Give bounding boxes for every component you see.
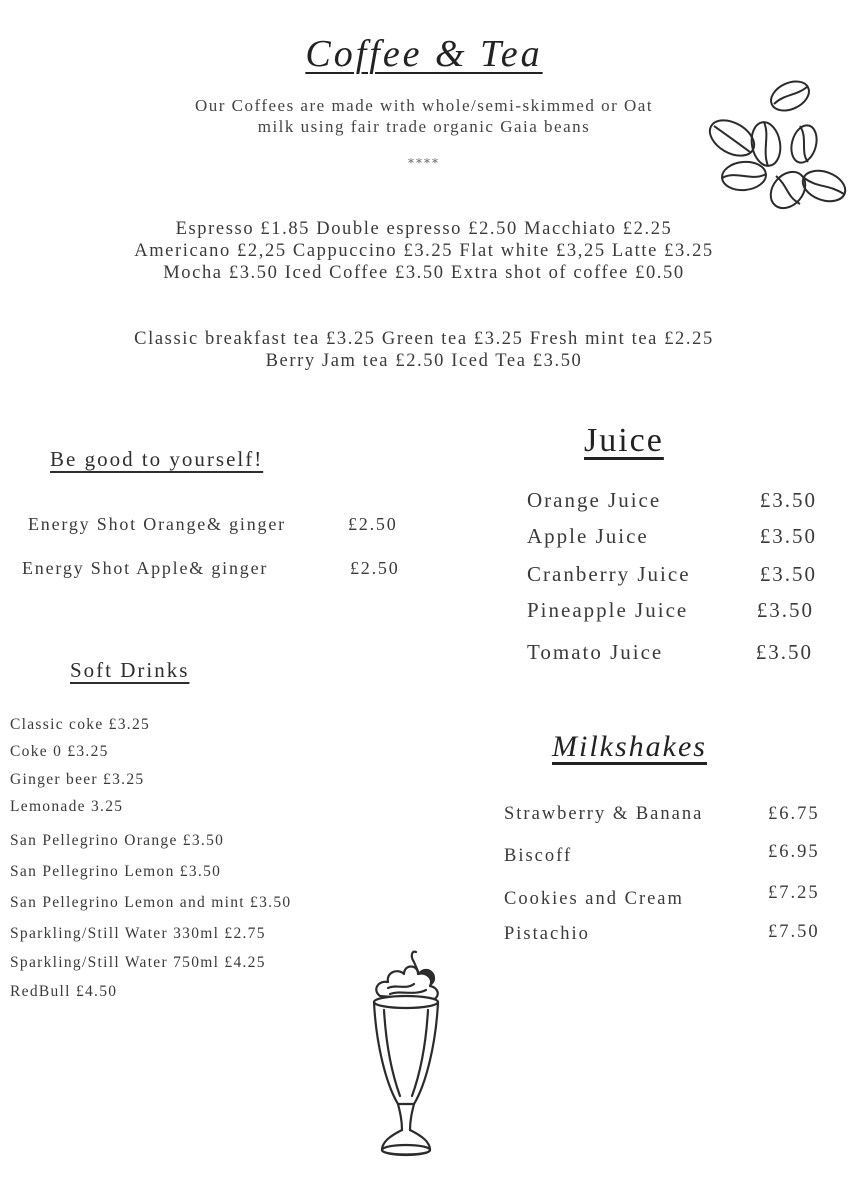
soft-drink-item: San Pellegrino Lemon and mint £3.50 (10, 894, 292, 911)
milkshakes-title: Milkshakes (552, 730, 707, 763)
juice-item-price: £3.50 (756, 598, 814, 622)
milkshake-item-name: Cookies and Cream (504, 889, 684, 909)
coffee-line-1: Espresso £1.85 Double espresso £2.50 Macchiato £2.25 (175, 219, 673, 239)
energy-item-name: Energy Shot Apple& ginger (22, 558, 269, 578)
milkshake-glass-icon (360, 944, 460, 1164)
soft-drink-item: Sparkling/Still Water 330ml £2.75 (10, 925, 266, 942)
juice-item-name: Orange Juice (527, 488, 662, 512)
soft-drink-item: Lemonade 3.25 (10, 798, 124, 815)
milkshake-item-name: Strawberry & Banana (504, 804, 704, 824)
be-good-title: Be good to yourself! (50, 447, 264, 471)
intro-line-1: Our Coffees are made with whole/semi-skimmed or Oat (194, 96, 654, 115)
coffee-line-2: Americano £2,25 Cappuccino £3.25 Flat white £3,25 Latte £3.25 (134, 241, 714, 261)
coffee-line-3: Mocha £3.50 Iced Coffee £3.50 Extra shot of coffee £0.50 (163, 263, 685, 283)
coffee-bean-icon (787, 123, 820, 166)
juice-item-price: £3.50 (759, 524, 817, 548)
milkshake-item-price: £6.75 (768, 804, 820, 824)
energy-item-name: Energy Shot Orange& ginger (28, 514, 286, 534)
soft-drink-item: Ginger beer £3.25 (10, 771, 145, 788)
page-title: Coffee & Tea (305, 33, 543, 75)
coffee-bean-icon (721, 160, 767, 192)
tea-line-1: Classic breakfast tea £3.25 Green tea £3.25 Fresh mint tea £2.25 (134, 329, 714, 349)
energy-item (22, 558, 400, 579)
juice-item-name: Apple Juice (527, 524, 649, 548)
soft-drink-item: Sparkling/Still Water 750ml £4.25 (10, 954, 266, 971)
milkshake-item-name: Biscoff (504, 846, 573, 866)
soft-drink-item: San Pellegrino Lemon £3.50 (10, 863, 222, 880)
milkshake-item-price: £6.95 (768, 842, 820, 862)
soft-drinks-title: Soft Drinks (70, 658, 190, 682)
energy-item-price: £2.50 (350, 558, 400, 578)
energy-item-price: £2.50 (348, 514, 398, 534)
milkshake-item-price: £7.25 (768, 883, 820, 903)
energy-item (28, 514, 398, 535)
juice-item-name: Cranberry Juice (527, 562, 691, 586)
juice-item-price: £3.50 (759, 488, 817, 512)
juice-item-name: Pineapple Juice (527, 598, 689, 622)
coffee-beans-icon (704, 74, 848, 214)
intro-line-2: milk using fair trade organic Gaia beans (257, 117, 591, 136)
milkshake-item-name: Pistachio (504, 924, 590, 944)
juice-item-price: £3.50 (759, 562, 817, 586)
juice-item-price: £3.50 (755, 640, 813, 664)
soft-drink-item: Coke 0 £3.25 (10, 743, 109, 760)
tea-line-2: Berry Jam tea £2.50 Iced Tea £3.50 (265, 351, 583, 371)
tea-list (0, 328, 848, 372)
soft-drink-item: Classic coke £3.25 (10, 716, 151, 733)
soft-drink-item: San Pellegrino Orange £3.50 (10, 832, 225, 849)
juice-item-name: Tomato Juice (527, 640, 664, 664)
soft-drink-item: RedBull £4.50 (10, 983, 118, 1000)
divider-stars: **** (408, 156, 440, 170)
coffee-bean-icon (766, 76, 813, 116)
juice-title: Juice (584, 422, 664, 459)
coffee-list (0, 218, 848, 284)
milkshake-item-price: £7.50 (768, 922, 820, 942)
